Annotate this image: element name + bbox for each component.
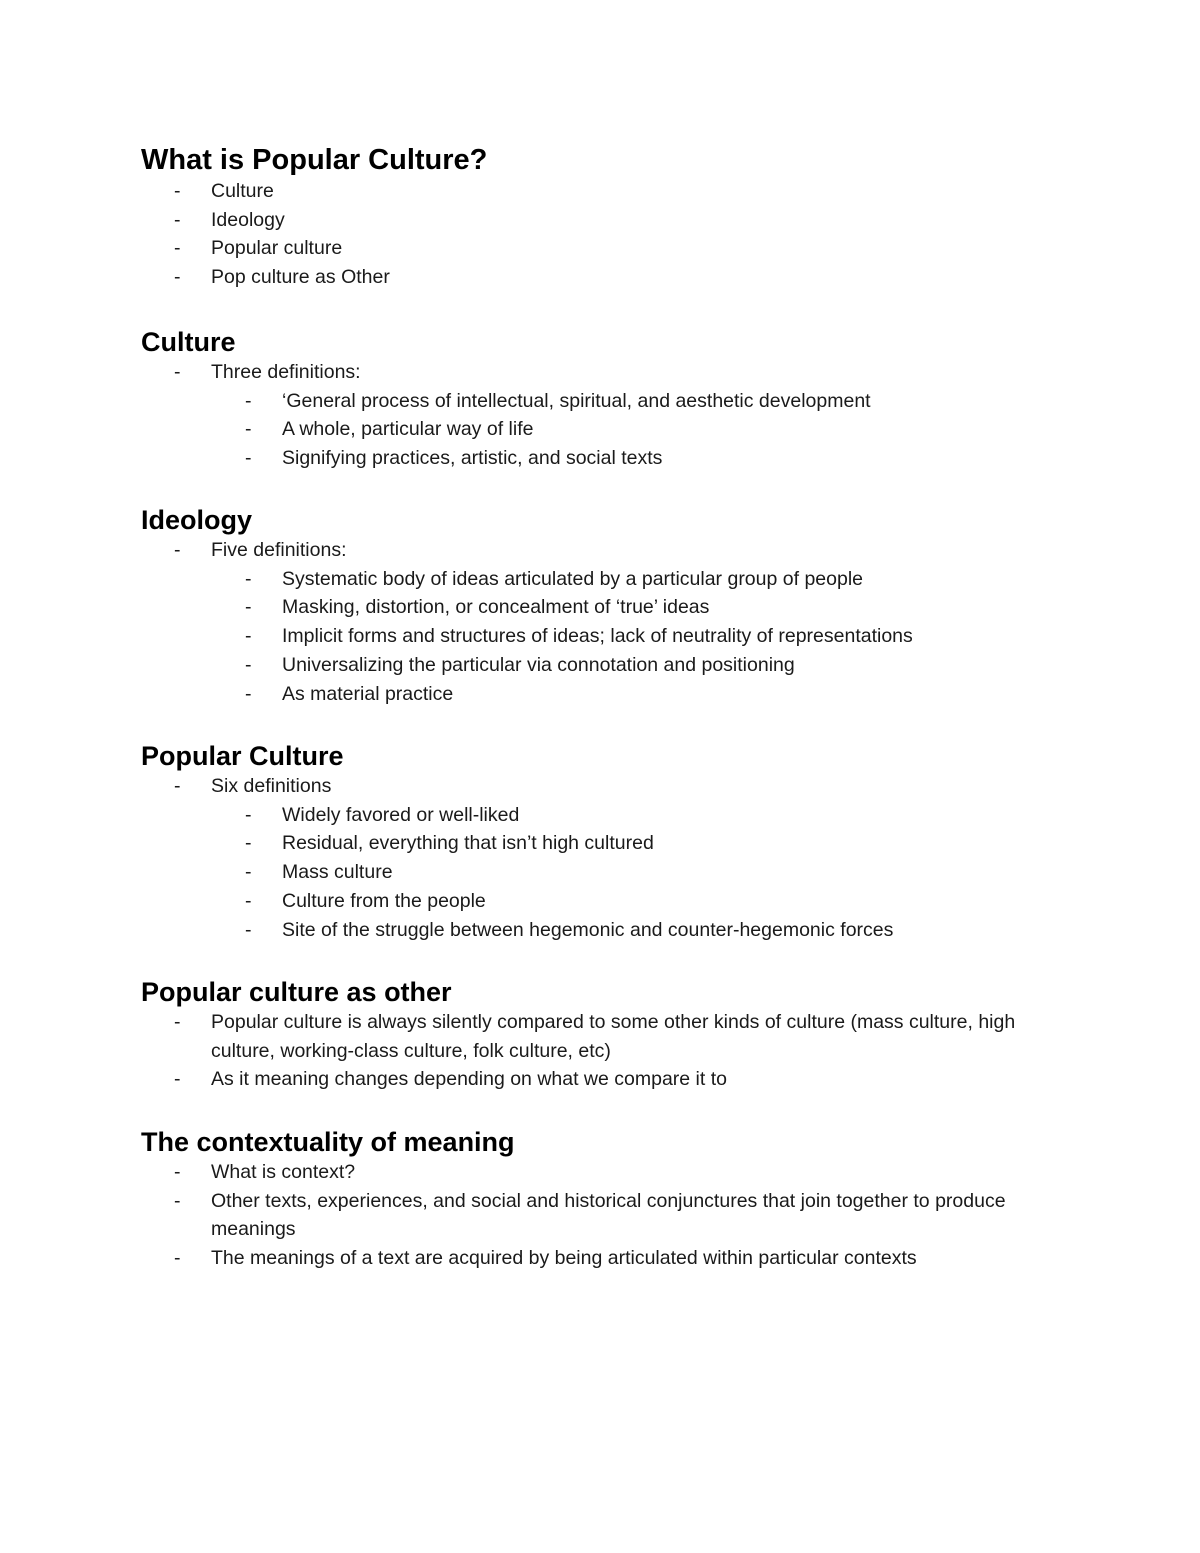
bullet-marker: - bbox=[245, 389, 252, 412]
bullet-marker: - bbox=[174, 180, 181, 202]
sub-list-item: - Mass culture bbox=[141, 858, 1081, 887]
bullet-marker: - bbox=[245, 861, 252, 884]
section-heading: Ideology bbox=[141, 505, 253, 535]
sub-list-item: - Signifying practices, artistic, and social texts bbox=[141, 444, 1081, 473]
bullet-marker: - bbox=[174, 266, 181, 289]
section-culture bbox=[141, 326, 1081, 473]
bullet-marker: - bbox=[245, 567, 252, 590]
section-heading: The contextuality of meaning bbox=[141, 1127, 515, 1157]
list-item: - Five definitions: bbox=[141, 536, 1081, 565]
sub-list-item: - Implicit forms and structures of ideas; lack of neutrality of representations bbox=[141, 622, 1081, 651]
bullet-marker: - bbox=[245, 832, 252, 855]
sub-list-item: - Systematic body of ideas articulated by a particular group of people bbox=[141, 565, 1081, 594]
list-item: - Other texts, experiences, and social and historical conjunctures that join together to produce meanings bbox=[141, 1187, 1081, 1244]
sub-list-item: - Masking, distortion, or concealment of ‘true’ ideas bbox=[141, 593, 1081, 622]
sub-list-item: - Residual, everything that isn’t high cultured bbox=[141, 829, 1081, 858]
bullet-list bbox=[141, 1008, 1081, 1094]
list-item: - The meanings of a text are acquired by being articulated within particular contexts bbox=[141, 1244, 1081, 1273]
list-item: - As it meaning changes depending on what we compare it to bbox=[141, 1065, 1081, 1094]
bullet-marker: - bbox=[245, 625, 252, 648]
list-item: - Six definitions bbox=[141, 772, 1081, 801]
bullet-marker: - bbox=[245, 447, 252, 470]
sub-list-item: - Widely favored or well-liked bbox=[141, 801, 1081, 830]
list-item: - Ideology bbox=[141, 206, 1081, 235]
list-item: - Popular culture is always silently compared to some other kinds of culture (mass culture, high culture, working-class culture, folk culture, etc) bbox=[141, 1008, 1081, 1065]
page-title: What is Popular Culture? bbox=[141, 144, 488, 176]
bullet-list bbox=[141, 536, 1081, 708]
bullet-list bbox=[141, 358, 1081, 473]
sub-list-item: - Culture from the people bbox=[141, 887, 1081, 916]
bullet-marker: - bbox=[245, 682, 252, 705]
bullet-list bbox=[141, 1158, 1081, 1273]
sub-list-item: - As material practice bbox=[141, 680, 1081, 709]
section-popular-culture-as-other bbox=[141, 976, 1081, 1094]
section-ideology bbox=[141, 504, 1081, 708]
bullet-marker: - bbox=[174, 539, 181, 561]
list-item: - What is context? bbox=[141, 1158, 1081, 1187]
section-popular-culture bbox=[141, 740, 1081, 944]
bullet-marker: - bbox=[174, 1189, 181, 1212]
section-heading: Popular culture as other bbox=[141, 977, 452, 1007]
section-heading: Culture bbox=[141, 327, 236, 357]
list-item: - Three definitions: bbox=[141, 358, 1081, 387]
list-item: - Pop culture as Other bbox=[141, 263, 1081, 292]
sub-list-item: - ‘General process of intellectual, spiritual, and aesthetic development bbox=[141, 387, 1081, 416]
bullet-marker: - bbox=[245, 889, 252, 912]
sub-list-item: - A whole, particular way of life bbox=[141, 415, 1081, 444]
list-item: - Culture bbox=[141, 177, 1081, 206]
bullet-marker: - bbox=[174, 1161, 181, 1183]
bullet-marker: - bbox=[245, 918, 252, 941]
section-heading: Popular Culture bbox=[141, 741, 344, 771]
bullet-list bbox=[141, 177, 1081, 292]
bullet-list bbox=[141, 772, 1081, 944]
list-item: - Popular culture bbox=[141, 234, 1081, 263]
bullet-marker: - bbox=[245, 653, 252, 676]
bullet-marker: - bbox=[245, 803, 252, 826]
bullet-marker: - bbox=[174, 1011, 181, 1033]
bullet-marker: - bbox=[174, 361, 181, 383]
section-what-is-popular-culture bbox=[141, 143, 1081, 292]
bullet-marker: - bbox=[174, 237, 181, 260]
sub-list-item: - Universalizing the particular via connotation and positioning bbox=[141, 651, 1081, 680]
bullet-marker: - bbox=[174, 1068, 181, 1091]
bullet-marker: - bbox=[174, 1247, 181, 1270]
bullet-marker: - bbox=[245, 418, 252, 441]
bullet-marker: - bbox=[174, 208, 181, 231]
bullet-marker: - bbox=[174, 775, 181, 797]
bullet-marker: - bbox=[245, 596, 252, 619]
sub-list-item: - Site of the struggle between hegemonic and counter-hegemonic forces bbox=[141, 916, 1081, 945]
section-contextuality-of-meaning bbox=[141, 1126, 1081, 1273]
